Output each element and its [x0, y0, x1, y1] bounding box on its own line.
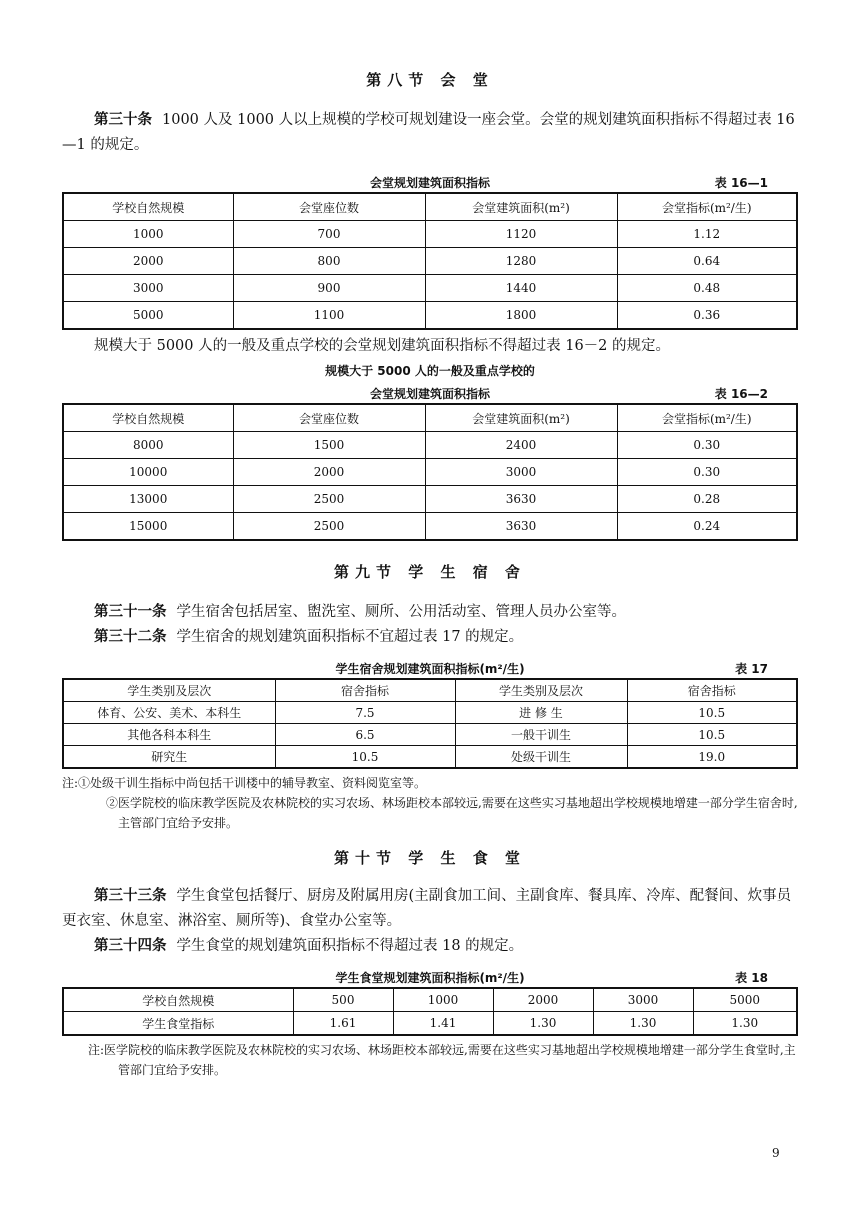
table-cell: 1.30: [593, 1012, 693, 1036]
table-17-caption-row: [62, 656, 798, 678]
table-cell: 2500: [233, 486, 425, 513]
table-cell: 2400: [425, 432, 617, 459]
table-cell: 学校自然规模: [63, 988, 293, 1012]
table-cell: 10.5: [627, 702, 797, 724]
table-row: [63, 724, 797, 746]
article-34-text: 学生食堂的规划建筑面积指标不得超过表 18 的规定。: [176, 938, 524, 954]
table-cell: 1000: [393, 988, 493, 1012]
table-17-note-2: ②医学院校的临床教学医院及农林院校的实习农场、林场距校本部较远,需要在这些实习基地超出学校规模地增建一部分学生宿舍时,主管部门宜给予安排。: [106, 796, 798, 830]
table-cell: 0.30: [617, 432, 797, 459]
table-row: [63, 513, 797, 541]
section-9-title: 第九节 学 生 宿 舍: [334, 563, 526, 581]
article-31-label: 第三十一条: [94, 604, 167, 620]
table-cell: 1.12: [617, 221, 797, 248]
table-cell: 0.24: [617, 513, 797, 541]
table-row: [63, 702, 797, 724]
table-cell: 1.41: [393, 1012, 493, 1036]
article-31: [62, 600, 798, 625]
header-cell: 会堂建筑面积(m²): [425, 193, 617, 221]
table-cell: 900: [233, 275, 425, 302]
article-34: [62, 934, 798, 959]
table-cell: 5000: [693, 988, 797, 1012]
header-cell: 学校自然规模: [63, 404, 233, 432]
article-33-label: 第三十三条: [94, 888, 167, 904]
table-18-caption: 学生食堂规划建筑面积指标(m²/生): [335, 971, 525, 985]
table-cell: 1.61: [293, 1012, 393, 1036]
table-header-row: [63, 404, 797, 432]
table-cell: 7.5: [275, 702, 455, 724]
page-number: 9: [772, 1146, 780, 1160]
article-33-text: 学生食堂包括餐厅、厨房及附属用房(主副食加工间、主副食库、餐具库、冷库、配餐间、炊事员更衣室、休息室、淋浴室、厕所等)、食堂办公室等。: [62, 888, 792, 929]
table-row: [63, 248, 797, 275]
header-cell: 学生类别及层次: [63, 679, 275, 702]
table-cell: 500: [293, 988, 393, 1012]
table-cell: 体育、公安、美术、本科生: [63, 702, 275, 724]
table-row: [63, 221, 797, 248]
table-cell: 1440: [425, 275, 617, 302]
table-cell: 2000: [493, 988, 593, 1012]
table-cell: 1.30: [493, 1012, 593, 1036]
table-cell: 6.5: [275, 724, 455, 746]
article-31-text: 学生宿舍包括居室、盥洗室、厕所、公用活动室、管理人员办公室等。: [176, 604, 626, 620]
table-cell: 0.28: [617, 486, 797, 513]
header-cell: 会堂指标(m²/生): [617, 193, 797, 221]
header-cell: 会堂座位数: [233, 193, 425, 221]
header-cell: 会堂建筑面积(m²): [425, 404, 617, 432]
table-16-2-caption-line1: 规模大于 5000 人的一般及重点学校的: [325, 364, 535, 378]
table-cell: 0.48: [617, 275, 797, 302]
table-cell: 一般干训生: [455, 724, 627, 746]
table-18-number: 表 18: [735, 971, 768, 985]
table-cell: 10.5: [627, 724, 797, 746]
table-cell: 0.30: [617, 459, 797, 486]
header-cell: 学生类别及层次: [455, 679, 627, 702]
section-8-title: 第八节 会 堂: [366, 71, 494, 89]
table-cell: 1120: [425, 221, 617, 248]
header-cell: 学校自然规模: [63, 193, 233, 221]
article-32-text: 学生宿舍的规划建筑面积指标不宜超过表 17 的规定。: [176, 629, 524, 645]
table-16-2-caption-row: [62, 381, 798, 403]
table-cell: 1.30: [693, 1012, 797, 1036]
table-cell: 处级干训生: [455, 746, 627, 769]
table-cell: 学生食堂指标: [63, 1012, 293, 1036]
table-cell: 1100: [233, 302, 425, 330]
table-17-caption: 学生宿舍规划建筑面积指标(m²/生): [335, 662, 525, 676]
table-cell: 2500: [233, 513, 425, 541]
table-row: [63, 486, 797, 513]
table-16-2-caption: 会堂规划建筑面积指标: [369, 387, 490, 401]
article-33: [62, 884, 798, 934]
table-cell: 1500: [233, 432, 425, 459]
table-cell: 5000: [63, 302, 233, 330]
article-30-label: 第三十条: [94, 112, 152, 128]
table-cell: 0.64: [617, 248, 797, 275]
table-row: [63, 432, 797, 459]
table-cell: 8000: [63, 432, 233, 459]
table-cell: 10.5: [275, 746, 455, 769]
table-cell: 3000: [593, 988, 693, 1012]
table-18-caption-row: [62, 965, 798, 987]
table-cell: 1000: [63, 221, 233, 248]
table-16-1-caption: 会堂规划建筑面积指标: [369, 176, 490, 190]
table-row: [63, 746, 797, 769]
table-17-note-1: 注:①处级干训生指标中尚包括干训楼中的辅导教室、资料阅览室等。: [62, 776, 427, 790]
document-page: [62, 0, 798, 1080]
table-16-1-caption-row: [62, 170, 798, 192]
table-18: [62, 987, 798, 1036]
article-30: [62, 108, 798, 158]
article-32-label: 第三十二条: [94, 629, 167, 645]
table-cell: 10000: [63, 459, 233, 486]
paragraph-after-table-16-1: 规模大于 5000 人的一般及重点学校的会堂规划建筑面积指标不得超过表 16－2 的规定。: [94, 338, 671, 354]
article-34-label: 第三十四条: [94, 938, 167, 954]
table-18-note: 注:医学院校的临床教学医院及农林院校的实习农场、林场距校本部较远,需要在这些实习基地超出学校规模地增建一部分学生食堂时,主管部门宜给予安排。: [88, 1043, 796, 1077]
table-header-row: [63, 193, 797, 221]
table-row: [63, 275, 797, 302]
header-cell: 宿舍指标: [275, 679, 455, 702]
table-header-row: [63, 679, 797, 702]
table-17: [62, 678, 798, 769]
table-16-2: [62, 403, 798, 541]
table-cell: 0.36: [617, 302, 797, 330]
table-17-number: 表 17: [735, 662, 768, 676]
table-cell: 19.0: [627, 746, 797, 769]
table-16-1: [62, 192, 798, 330]
header-cell: 会堂指标(m²/生): [617, 404, 797, 432]
table-cell: 800: [233, 248, 425, 275]
table-row: [63, 302, 797, 330]
table-16-1-number: 表 16—1: [714, 176, 768, 190]
table-cell: 3000: [425, 459, 617, 486]
table-cell: 15000: [63, 513, 233, 541]
table-cell: 其他各科本科生: [63, 724, 275, 746]
table-row: [63, 1012, 797, 1036]
header-cell: 会堂座位数: [233, 404, 425, 432]
table-cell: 3630: [425, 486, 617, 513]
article-30-text: 1000 人及 1000 人以上规模的学校可规划建设一座会堂。会堂的规划建筑面积指标不得超过表 16—1 的规定。: [62, 112, 795, 153]
table-cell: 3630: [425, 513, 617, 541]
table-cell: 研究生: [63, 746, 275, 769]
table-row: [63, 459, 797, 486]
table-cell: 2000: [233, 459, 425, 486]
article-32: [62, 625, 798, 650]
table-cell: 1280: [425, 248, 617, 275]
table-cell: 700: [233, 221, 425, 248]
table-cell: 进 修 生: [455, 702, 627, 724]
table-cell: 13000: [63, 486, 233, 513]
table-cell: 1800: [425, 302, 617, 330]
table-cell: 2000: [63, 248, 233, 275]
header-cell: 宿舍指标: [627, 679, 797, 702]
section-10-title: 第十节 学 生 食 堂: [334, 849, 526, 867]
table-row: [63, 988, 797, 1012]
table-16-2-number: 表 16—2: [714, 387, 768, 401]
table-cell: 3000: [63, 275, 233, 302]
